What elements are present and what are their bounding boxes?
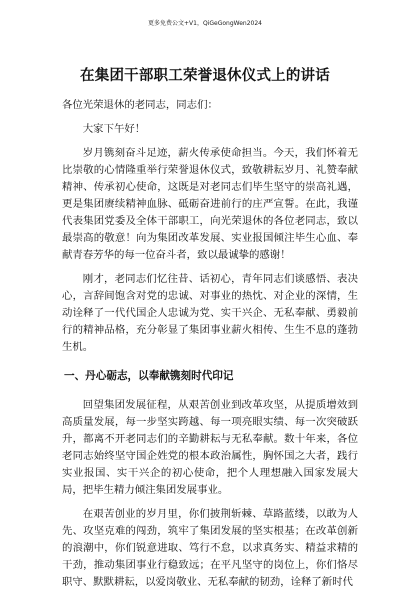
salutation: 各位光荣退休的老同志，同志们： bbox=[62, 99, 218, 111]
greeting: 大家下午好！ bbox=[82, 123, 146, 135]
document-body bbox=[62, 97, 358, 598]
paragraph: 在艰苦创业的岁月里，你们披荆斩棘、草路蓝缕，以敢为人先、攻坚克难的闯劲，筑牢了集团发展的坚实根基；在改革创新的浪潮中，你们锐意进取、笃行不怠，以求真务实、精益求精的干劲，推动集团事业行稳致远；在平凡坚守的岗位上，你们恪尽职守、默默耕耘，以爱岗敬业、无私奉献的韧劲，诠释了新时代 bbox=[62, 508, 358, 588]
paragraph: 刚才，老同志们忆往昔、话初心，青年同志们谈感悟、表决心，言辞间饱含对党的忠诚、对事业的热忱、对企业的深情，生动诠释了一代代国企人忠诚为党、实干兴企、无私奉献、勇毅前行的精神品格，充分彰显了集团事业薪火相传、生生不息的蓬勃生机。 bbox=[62, 273, 358, 353]
section-heading: 一、丹心砺志，以奉献镌刻时代印记 bbox=[64, 370, 234, 382]
header-note: 更多免费公文+V1，QiGeGongWen2024 bbox=[148, 20, 262, 27]
document-title: 在集团干部职工荣誉退休仪式上的讲话 bbox=[80, 68, 330, 84]
paragraph: 回望集团发展征程，从艰苦创业到改革攻坚，从提质增效到高质量发展，每一步坚实跨越、每一项亮眼实绩、每一次突破跃升，都离不开老同志们的辛勤耕耘与无私奉献。数十年来，各位老同志始终坚守国企姓党的根本政治属性，胸怀国之大者，践行实业报国、实干兴企的初心使命，把个人理想融入国家发展大局，把毕生精力倾注集团发展事业。 bbox=[62, 399, 358, 496]
paragraph: 岁月镌刻奋斗足迹，薪火传承使命担当。今天，我们怀着无比崇敬的心情隆重举行荣誉退休仪式，致敬耕耘岁月、礼赞奉献精神、传承初心使命，这既是对老同志们毕生坚守的崇高礼遇，更是集团赓续精神血脉、砥砺奋进前行的庄严宣誓。在此，我谨代表集团党委及全体干部职工，向光荣退休的各位老同志，致以最崇高的敬意！向为集团改革发展、实业报国倾注毕生心血、奉献青春芳华的每一位奋斗者，致以最诚挚的感谢！ bbox=[62, 147, 358, 261]
